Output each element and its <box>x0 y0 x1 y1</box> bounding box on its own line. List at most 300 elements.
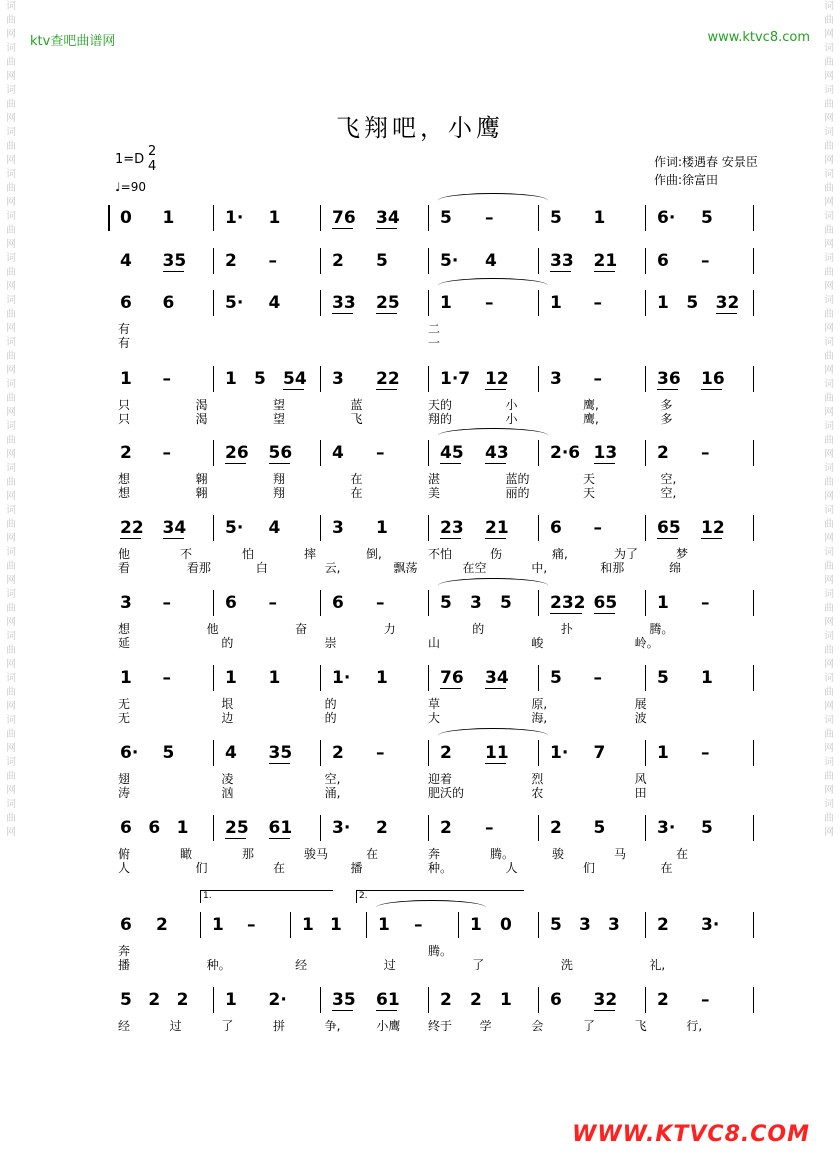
note-group: 2 <box>550 818 562 838</box>
lyric-syllable: 们 <box>583 861 596 875</box>
note-group: 5 <box>701 208 713 228</box>
lyric-syllable: 摔 <box>304 547 317 561</box>
note-group: – <box>701 443 710 463</box>
lyric-syllable: 望 <box>273 412 286 426</box>
note-group: 35 <box>162 251 187 271</box>
note-group: 4 <box>268 293 281 313</box>
lyric-syllable: 大 <box>428 711 441 725</box>
score-system <box>108 987 753 1047</box>
beam <box>332 313 353 314</box>
note-group: 1 <box>225 369 237 389</box>
lyric-syllable: 在 <box>350 472 363 486</box>
lyric-syllable: 垠 <box>221 697 234 711</box>
note-group: 1 <box>268 208 281 228</box>
slur <box>438 193 548 208</box>
barline <box>753 590 754 616</box>
lyric-syllable: 翱 <box>195 472 208 486</box>
note-group: 4 <box>268 518 281 538</box>
lyric-syllable: 的 <box>324 697 337 711</box>
note-group: 1· <box>332 668 351 688</box>
lyric-syllable: 空, <box>660 472 677 486</box>
barline <box>645 740 646 766</box>
note-group: 65 <box>657 518 681 538</box>
barline <box>645 290 646 316</box>
barline <box>213 440 214 466</box>
barline <box>753 987 754 1013</box>
note-group: 2 <box>120 443 132 463</box>
note-group: 1 <box>120 668 132 688</box>
note-group: 3 <box>608 915 620 935</box>
note-group: 2 <box>148 990 161 1010</box>
lyric-syllable: 播 <box>350 861 363 875</box>
lyric-syllable: 经 <box>295 958 308 972</box>
barline <box>645 366 646 392</box>
note-group: – <box>701 593 710 613</box>
barline <box>213 987 214 1013</box>
note-group: 1 <box>225 668 237 688</box>
note-group: 0 <box>120 208 132 228</box>
note-group: 13 <box>593 443 618 463</box>
lyric-syllable: 的 <box>221 636 234 650</box>
note-group: – <box>701 251 710 271</box>
lyric-syllable: 多 <box>660 398 673 412</box>
lyric-syllable: 岭。 <box>634 636 659 650</box>
beam <box>376 389 397 390</box>
lyric-syllable: 想 <box>118 622 131 636</box>
lyric-syllable: 鹰, <box>583 398 599 412</box>
time-sig-bottom: 4 <box>148 159 157 174</box>
beam <box>485 763 506 764</box>
lyric-syllable: 天 <box>583 472 596 486</box>
beam <box>550 271 571 272</box>
note-group: 1 <box>593 208 606 228</box>
note-group: 2 <box>440 743 452 763</box>
barline <box>538 515 539 541</box>
score-system <box>108 891 753 972</box>
note-group: 5 <box>550 915 562 935</box>
barline <box>320 590 321 616</box>
barline <box>108 205 110 231</box>
note-group: – <box>376 443 385 463</box>
note-group: 61 <box>268 818 293 838</box>
lyric-syllable: 怕 <box>242 547 255 561</box>
note-group: – <box>376 743 385 763</box>
lyric-syllable: 那 <box>242 847 255 861</box>
barline <box>213 665 214 691</box>
note-group: 1 <box>376 668 388 688</box>
lyric-syllable: 为了 <box>614 547 639 561</box>
note-group: 76 <box>332 208 356 228</box>
beam <box>163 538 184 539</box>
barline <box>645 815 646 841</box>
barline <box>753 248 754 274</box>
lyric-syllable: 湛 <box>428 472 441 486</box>
note-group: 5 <box>686 293 699 313</box>
note-group: 3 <box>550 369 562 389</box>
score-system <box>108 515 753 575</box>
note-group: 5 <box>254 369 266 389</box>
lyric-syllable: 了 <box>472 958 485 972</box>
lyric-syllable: 骏 <box>552 847 565 861</box>
barline <box>213 290 214 316</box>
note-group: 2 <box>176 990 189 1010</box>
note-group: 6 <box>225 593 237 613</box>
note-group: 1 <box>550 293 562 313</box>
note-group: 36 <box>657 369 681 389</box>
barline <box>366 912 367 938</box>
lyric-syllable: 只 <box>118 412 131 426</box>
score-system <box>108 665 753 725</box>
lyric-syllable: 天的 <box>428 398 453 412</box>
note-group: 5 <box>162 743 175 763</box>
lyric-syllable: 奔 <box>118 944 131 958</box>
note-group: 25 <box>225 818 249 838</box>
beam <box>440 463 461 464</box>
note-group: 1 <box>470 915 482 935</box>
lyric-syllable: 播 <box>118 958 131 972</box>
lyric-syllable: 在 <box>676 847 689 861</box>
note-group: – <box>485 208 494 228</box>
note-group: 2· <box>268 990 287 1010</box>
time-signature <box>148 144 156 174</box>
note-group: 4 <box>485 251 497 271</box>
lyric-syllable: 渴 <box>195 412 208 426</box>
barline <box>538 665 539 691</box>
barline <box>538 440 539 466</box>
credits <box>654 153 758 189</box>
lyric-syllable: 飘荡 <box>393 561 418 575</box>
lyric-syllable: 边 <box>221 711 234 725</box>
note-group: 6· <box>120 743 139 763</box>
note-group: – <box>485 293 494 313</box>
lyric-syllable: 在 <box>350 486 363 500</box>
watermark-left: 词曲网词曲网词曲网词曲网词曲网词曲网词曲网词曲网词曲网词曲网词曲网词曲网词曲网词曲网词曲网词曲网词曲网词曲网词曲网词曲网 <box>6 1 16 838</box>
lyric-syllable: 骏马 <box>304 847 329 861</box>
beam <box>269 838 290 839</box>
lyric-syllable: 凌 <box>221 772 234 786</box>
lyric-syllable: 痛, <box>552 547 568 561</box>
lyric-syllable: 烈 <box>531 772 544 786</box>
barline <box>645 515 646 541</box>
note-group: 1 <box>440 293 452 313</box>
note-group: 5 <box>701 818 713 838</box>
lyric-syllable: 农 <box>531 786 544 800</box>
watermark-right: 词曲网词曲网词曲网词曲网词曲网词曲网词曲网词曲网词曲网词曲网词曲网词曲网词曲网词曲网词曲网词曲网词曲网词曲网词曲网词曲网 <box>824 1 834 838</box>
note-group: 32 <box>715 293 740 313</box>
beam <box>440 688 461 689</box>
note-group: 6 <box>120 818 132 838</box>
lyric-syllable: 中, <box>531 561 548 575</box>
barline <box>458 912 459 938</box>
beam <box>120 538 141 539</box>
lyric-syllable: 天 <box>583 486 596 500</box>
barline <box>213 740 214 766</box>
note-group: 35 <box>332 990 356 1010</box>
barline <box>320 515 321 541</box>
lyric-syllable: 崇 <box>324 636 337 650</box>
note-group: 2 <box>657 443 669 463</box>
key-signature: 1=D <box>115 152 145 167</box>
note-group: – <box>268 593 277 613</box>
beam <box>376 1010 397 1011</box>
beam <box>594 463 615 464</box>
lyric-syllable: 海, <box>531 711 548 725</box>
note-group: 1 <box>212 915 224 935</box>
barline <box>645 440 646 466</box>
note-group: 34 <box>376 208 400 228</box>
footer-logo[interactable]: WWW.KTVC8.COM <box>572 1122 810 1147</box>
beam <box>594 613 615 614</box>
lyric-syllable: 腾。 <box>649 622 674 636</box>
lyric-syllable: 马 <box>614 847 627 861</box>
beam <box>701 389 722 390</box>
lyric-syllable: 在 <box>660 861 673 875</box>
lyric-syllable: 在 <box>366 847 379 861</box>
lyric-syllable: 想 <box>118 486 131 500</box>
beam <box>485 463 506 464</box>
beam <box>485 538 506 539</box>
note-group: 65 <box>593 593 618 613</box>
note-group: 35 <box>268 743 293 763</box>
note-group: 22 <box>376 369 400 389</box>
barline <box>213 205 214 231</box>
note-group: 1 <box>701 668 713 688</box>
lyric-syllable: 只 <box>118 398 131 412</box>
barline <box>320 987 321 1013</box>
note-group: – <box>162 668 171 688</box>
note-group: 5 <box>657 668 669 688</box>
note-group: – <box>701 743 710 763</box>
barline <box>753 815 754 841</box>
lyric-syllable: 种。 <box>206 958 231 972</box>
barline <box>320 740 321 766</box>
lyric-syllable: 经 <box>118 1019 131 1033</box>
lyric-syllable: 翅 <box>118 772 131 786</box>
note-group: 76 <box>440 668 464 688</box>
note-group: 3 <box>470 593 482 613</box>
lyric-syllable: 力 <box>383 622 396 636</box>
note-group: 45 <box>440 443 464 463</box>
note-group: 3 <box>332 369 344 389</box>
note-group: 0 <box>500 915 512 935</box>
lyric-syllable: 空, <box>660 486 677 500</box>
lyric-syllable: 飞 <box>634 1019 647 1033</box>
score-system <box>108 815 753 875</box>
note-group: 2 <box>332 743 344 763</box>
song-title: 飞翔吧，小鹰 <box>336 114 504 142</box>
note-group: – <box>162 593 171 613</box>
note-group: 1· <box>225 208 244 228</box>
barline <box>538 815 539 841</box>
note-group: 1 <box>500 990 512 1010</box>
barline <box>428 440 429 466</box>
note-group: – <box>485 818 494 838</box>
barline <box>753 366 754 392</box>
lyricist: 作词:楼遇春 安景臣 <box>654 155 758 169</box>
barline <box>428 205 429 231</box>
note-group: 2 <box>440 818 452 838</box>
lyric-syllable: 迎着 <box>428 772 453 786</box>
note-group: 1 <box>176 818 189 838</box>
lyric-syllable: 和那 <box>600 561 625 575</box>
note-group: 5 <box>593 818 606 838</box>
lyric-syllable: 看 <box>118 561 131 575</box>
lyric-syllable: 人 <box>505 861 518 875</box>
lyric-syllable: 终于 <box>428 1019 453 1033</box>
note-group: 5 <box>440 593 452 613</box>
lyric-syllable: 风 <box>634 772 647 786</box>
barline <box>753 515 754 541</box>
barline <box>538 912 539 938</box>
lyric-syllable: 展 <box>634 697 647 711</box>
beam <box>225 463 246 464</box>
note-group: 3 <box>332 518 344 538</box>
lyric-syllable: 美 <box>428 486 441 500</box>
barline <box>428 248 429 274</box>
barline <box>538 248 539 274</box>
score-system <box>108 740 753 800</box>
barline <box>538 205 539 231</box>
note-group: – <box>162 369 171 389</box>
lyric-syllable: 山 <box>428 636 441 650</box>
lyric-syllable: 种。 <box>428 861 453 875</box>
barline <box>320 440 321 466</box>
note-group: 6 <box>120 293 132 313</box>
lyric-syllable: 波 <box>634 711 647 725</box>
barline <box>428 815 429 841</box>
lyric-syllable: 绵 <box>669 561 682 575</box>
lyric-syllable: 了 <box>583 1019 596 1033</box>
site-url-right[interactable]: www.ktvc8.com <box>707 30 810 45</box>
lyric-syllable: 丽的 <box>505 486 530 500</box>
barline <box>428 665 429 691</box>
lyric-syllable: 不怕 <box>428 547 453 561</box>
note-group: 5· <box>440 251 459 271</box>
lyric-syllable: 行, <box>686 1019 703 1033</box>
lyric-syllable: 他 <box>118 547 131 561</box>
barline <box>753 440 754 466</box>
note-group: 3· <box>701 915 720 935</box>
lyric-syllable: 翔 <box>273 472 286 486</box>
barline <box>538 290 539 316</box>
lyric-syllable: 涛 <box>118 786 131 800</box>
lyric-syllable: 们 <box>195 861 208 875</box>
tempo-mark: ♩=90 <box>115 180 146 194</box>
score-system <box>108 290 753 350</box>
note-group: 16 <box>701 369 725 389</box>
note-group: 1 <box>225 990 237 1010</box>
note-group: – <box>593 518 602 538</box>
note-group: 6 <box>162 293 175 313</box>
note-group: 1 <box>376 518 388 538</box>
lyric-syllable: 会 <box>531 1019 544 1033</box>
barline <box>290 912 291 938</box>
barline <box>645 912 646 938</box>
barline <box>753 665 754 691</box>
barline <box>645 205 646 231</box>
beam <box>332 1010 353 1011</box>
note-group: 1 <box>657 293 669 313</box>
note-group: 2 <box>225 251 237 271</box>
note-group: – <box>247 915 256 935</box>
site-name-left[interactable]: ktv查吧曲谱网 <box>30 34 116 49</box>
note-group: 34 <box>162 518 187 538</box>
beam <box>701 538 722 539</box>
time-sig-top: 2 <box>148 144 157 159</box>
beam <box>376 313 397 314</box>
note-group: 1 <box>120 369 132 389</box>
note-group: 43 <box>485 443 509 463</box>
lyric-syllable: 过 <box>383 958 396 972</box>
note-group: 232 <box>550 593 586 613</box>
lyric-syllable: 无 <box>118 711 131 725</box>
lyric-syllable: 翱 <box>195 486 208 500</box>
barline <box>320 815 321 841</box>
note-group: 11 <box>485 743 509 763</box>
lyric-syllable: 有 <box>118 322 131 336</box>
composer: 作曲:徐富田 <box>654 173 719 187</box>
note-group: 21 <box>485 518 509 538</box>
lyric-syllable: 争, <box>324 1019 341 1033</box>
note-group: 5 <box>500 593 512 613</box>
lyric-syllable: 腾。 <box>428 944 453 958</box>
barline <box>753 205 754 231</box>
lyric-syllable: 了 <box>221 1019 234 1033</box>
barline <box>213 515 214 541</box>
note-group: 2 <box>156 915 168 935</box>
note-group: 61 <box>376 990 400 1010</box>
beam <box>376 228 397 229</box>
barline <box>645 248 646 274</box>
beam <box>440 538 461 539</box>
note-group: 3· <box>657 818 676 838</box>
lyric-syllable: 草 <box>428 697 441 711</box>
barline <box>320 205 321 231</box>
lyric-syllable: 云, <box>324 561 341 575</box>
slur <box>438 278 548 293</box>
note-group: 5· <box>225 518 244 538</box>
lyric-syllable: 白 <box>255 561 268 575</box>
note-group: – <box>701 990 710 1010</box>
note-group: 6 <box>657 251 669 271</box>
lyric-syllable: 他 <box>206 622 219 636</box>
barline <box>538 987 539 1013</box>
note-group: 25 <box>376 293 400 313</box>
note-group: 32 <box>593 990 618 1010</box>
barline <box>213 815 214 841</box>
lyric-syllable: 梦 <box>676 547 689 561</box>
beam <box>657 538 678 539</box>
note-group: – <box>593 369 602 389</box>
beam <box>225 838 246 839</box>
beam <box>550 613 582 614</box>
barline <box>213 366 214 392</box>
note-group: 6 <box>332 593 344 613</box>
lyric-syllable: 奋 <box>295 622 308 636</box>
beam <box>485 389 506 390</box>
barline <box>753 740 754 766</box>
barline <box>200 912 201 938</box>
barline <box>428 590 429 616</box>
lyric-syllable: 小鹰 <box>376 1019 401 1033</box>
barline <box>320 248 321 274</box>
beam <box>485 688 506 689</box>
barline <box>320 366 321 392</box>
note-group: 1 <box>657 743 669 763</box>
beam <box>594 271 615 272</box>
note-group: 5 <box>376 251 388 271</box>
note-group: – <box>268 251 277 271</box>
